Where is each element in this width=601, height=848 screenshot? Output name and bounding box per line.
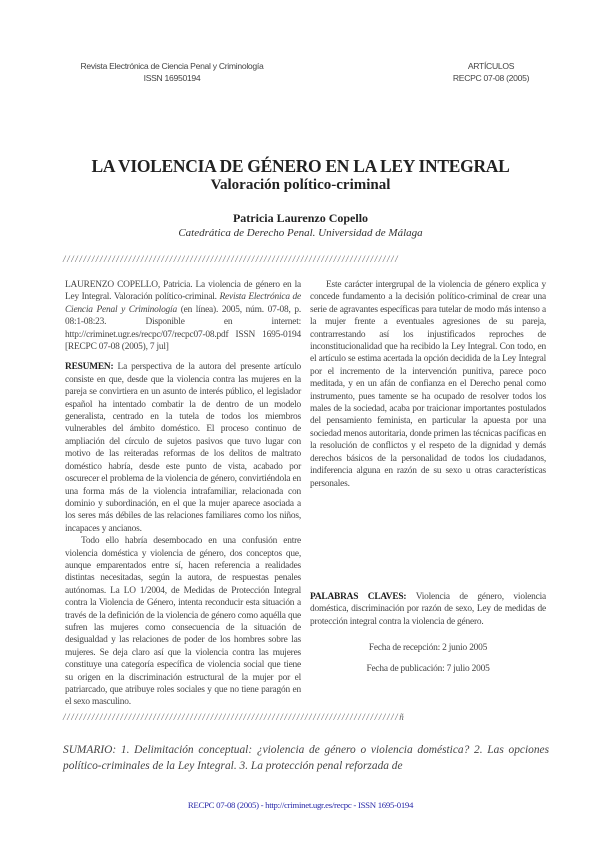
author-affiliation: Catedrática de Derecho Penal. Universidad de Málaga [178, 227, 423, 239]
dates [310, 642, 546, 675]
citation-details: (en línea). 2005, núm. 07-08, p. 08:1-08:23. Disponible en internet: http://criminet.ugr.es/recpc/07/recpc07-08.pdf ISSN 1695-0194 [RECPC 07-08 (2005), 7 jul] [65, 304, 301, 353]
abstract-label: RESUMEN: [65, 362, 114, 373]
section-label: ARTÍCULOS [467, 61, 515, 71]
article-reference: RECPC 07-08 (2005) [452, 73, 530, 83]
citation-journal: Revista Electrónica de Ciencia Penal y Criminología [65, 292, 301, 315]
journal-header [72, 60, 272, 84]
journal-name: Revista Electrónica de Ciencia Penal y Criminología [80, 61, 264, 71]
summary: SUMARIO: 1. Delimitación conceptual: ¿violencia de género o violencia doméstica? 2. Las opciones político-criminales de la Ley Integral. 3. La protección penal reforzada de [63, 744, 549, 772]
section-header [441, 60, 541, 84]
separator-bottom: //////////////////////////////////////////////////////////////////////////////////ñ [63, 712, 406, 722]
journal-issn: ISSN 16950194 [143, 73, 201, 83]
published-date: Fecha de publicación: 7 julio 2005 [366, 663, 490, 674]
author-name: Patricia Laurenzo Copello [232, 211, 369, 225]
received-date: Fecha de recepción: 2 junio 2005 [368, 643, 488, 654]
citation-text: LAURENZO COPELLO, Patricia. La violencia de género en la Ley Integral. Valoración político-criminal. [65, 280, 301, 303]
right-column [310, 279, 546, 683]
abstract [65, 361, 301, 535]
abstract-paragraph: Todo ello habría desembocado en una confusión entre violencia doméstica y violencia de género, dos conceptos que, aunque emparentados entre sí, hacen referencia a realidades distintas necesitadas, según la autora, de respuestas penales autónomas. La LO 1/2004, de Medidas de Protección Integral contra la Violencia de Género, intenta reconducir esta situación a través de la definición de la violencia de género como aquélla que sufren las mujeres como consecuencia de la situación de desigualdad y las relaciones de poder de los hombres sobre las mujeres. Se deja claro así que la violencia contra las mujeres constituye una categoría específica de violencia social que tiene su origen en la discriminación estructural de la mujer por el patriarcado, que atribuye roles sociales y que no tiene paragón en el sexo masculino. [65, 536, 301, 708]
page-footer[interactable]: RECPC 07-08 (2005) - http://criminet.ugr.es/recpc - ISSN 1695-0194 [187, 800, 414, 810]
citation [65, 279, 301, 353]
left-column [65, 279, 301, 708]
keywords-label: PALABRAS CLAVES: [310, 592, 407, 602]
keywords-text: Violencia de género, violencia doméstica, discriminación por razón de sexo, Ley de medidas de protección integral contra la violencia de género. [310, 592, 546, 627]
abstract-paragraph: Este carácter intergrupal de la violencia de género explica y concede fundamento a la decisión político-criminal de crear una serie de agravantes específicas para tutelar de modo más intenso a la mujer frente a eventuales agresiones de su pareja, contrarrestando así los injustificados reproches de inconstitucionalidad que ha recibido la Ley Integral. Con todo, en el artículo se estima acertada la opción decidida de la Ley Integral por el incremento de la intervención punitiva, parece poco meditada, y en un afán de confianza en el Derecho penal como instrumento, pues tamente se ha ocupado de resolver todos los males de la sociedad, acaba por traicionar importantes postulados del pensamiento feminista, en particular la apuesta por una sociedad menos autoritaria, donde primen las técnicas pacíficas en la resolución de conflictos y el respeto de la dignidad y demás derechos básicos de la personalidad de todos los ciudadanos, indiferencia alguna en razón de su sexo u otras características personales. [310, 280, 546, 489]
abstract-text: La perspectiva de la autora del presente artículo consiste en que, desde que la violencia contra las mujeres en la pareja se convirtiera en un asunto de interés público, el legislador español ha intentado combatir la de dentro de un modelo generalista, centrado en la tutela de todos los miembros vulnerables del ámbito doméstico. El proceso continuo de ampliación del círculo de sujetos pasivos que tuvo lugar con motivo de las reiteradas reformas de los delitos de maltrato doméstico habría, desde este punto de vista, acabado por oscurecer el problema de la violencia de género, convirtiéndola en una forma más de la violencia intrafamiliar, relacionada con dominio y subordinación, en el que la mujer aparece asociada a los seres más débiles de las relaciones familiares como los niños, incapaces y ancianos. [65, 362, 301, 534]
article-subtitle: Valoración político-criminal [210, 177, 391, 193]
separator-top: ////////////////////////////////////////////////////////////////////////////////// [63, 254, 400, 264]
article-title: LA VIOLENCIA DE GÉNERO EN LA LEY INTEGRAL [91, 156, 510, 176]
keywords [310, 591, 546, 628]
